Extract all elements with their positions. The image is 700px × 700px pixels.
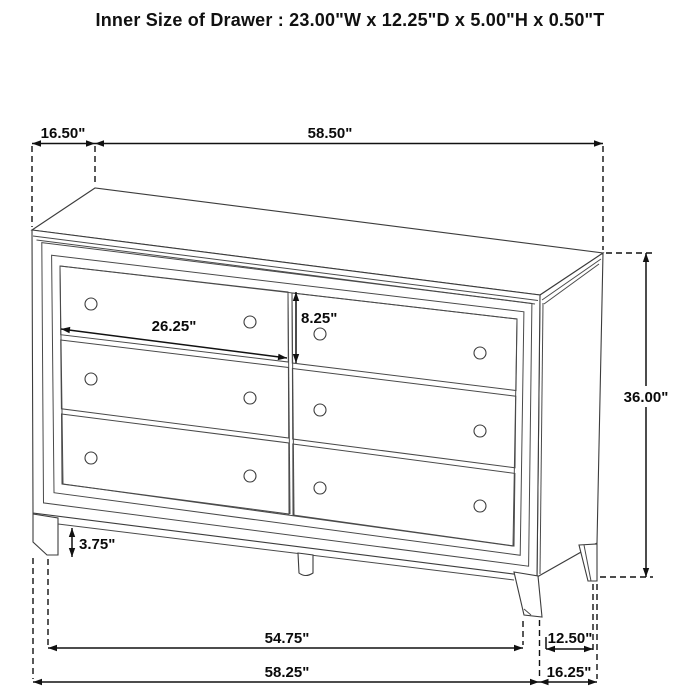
- dimension-overall-width: [33, 558, 540, 685]
- drawer-knob: [474, 500, 486, 512]
- dresser-illustration: [32, 188, 603, 617]
- drawer-knob: [314, 328, 326, 340]
- arrowhead-icon: [32, 140, 41, 147]
- arrowhead-icon: [643, 568, 649, 577]
- center-leg: [298, 553, 313, 576]
- dim-label-overall-depth: 16.25": [546, 664, 592, 681]
- arrowhead-icon: [530, 679, 539, 685]
- dim-label-top-depth: 16.50": [40, 125, 86, 142]
- dim-label-overall-width: 58.25": [264, 664, 310, 681]
- dimension-leg-height: [69, 528, 116, 557]
- dim-label-drawer-height: 8.25": [301, 310, 338, 327]
- drawer-knob: [244, 470, 256, 482]
- drawer-knob: [85, 452, 97, 464]
- drawer-knob: [85, 298, 97, 310]
- dim-label-overall-height: 36.00": [623, 389, 669, 406]
- arrowhead-icon: [48, 645, 57, 651]
- dim-label-drawer-width: 26.25": [151, 318, 197, 335]
- dim-label-leg-height: 3.75": [79, 536, 116, 553]
- arrowhead-icon: [69, 548, 75, 557]
- dim-label-top-width: 58.50": [307, 125, 353, 142]
- drawer-knob: [474, 425, 486, 437]
- drawer-knob: [85, 373, 97, 385]
- arrowhead-icon: [594, 140, 603, 147]
- drawer-knob: [244, 316, 256, 328]
- dim-label-leg-span-depth: 12.50": [547, 630, 593, 647]
- drawer-knob: [244, 392, 256, 404]
- dim-label-leg-span-width: 54.75": [264, 630, 310, 647]
- front-right-leg: [514, 572, 542, 617]
- arrowhead-icon: [86, 140, 95, 147]
- arrowhead-icon: [33, 679, 42, 685]
- arrowhead-icon: [69, 528, 75, 537]
- drawer-knob: [314, 482, 326, 494]
- page-title: Inner Size of Drawer : 23.00"W x 12.25"D x 5.00"H x 0.50"T: [95, 10, 605, 30]
- drawer-knob: [474, 347, 486, 359]
- dimension-leg-span-depth: [546, 584, 593, 652]
- arrowhead-icon: [95, 140, 104, 147]
- dimension-overall-height: [600, 253, 668, 577]
- front-left-leg: [33, 514, 58, 555]
- arrowhead-icon: [514, 645, 523, 651]
- back-right-leg: [579, 544, 597, 581]
- arrowhead-icon: [643, 253, 649, 262]
- drawer-knob: [314, 404, 326, 416]
